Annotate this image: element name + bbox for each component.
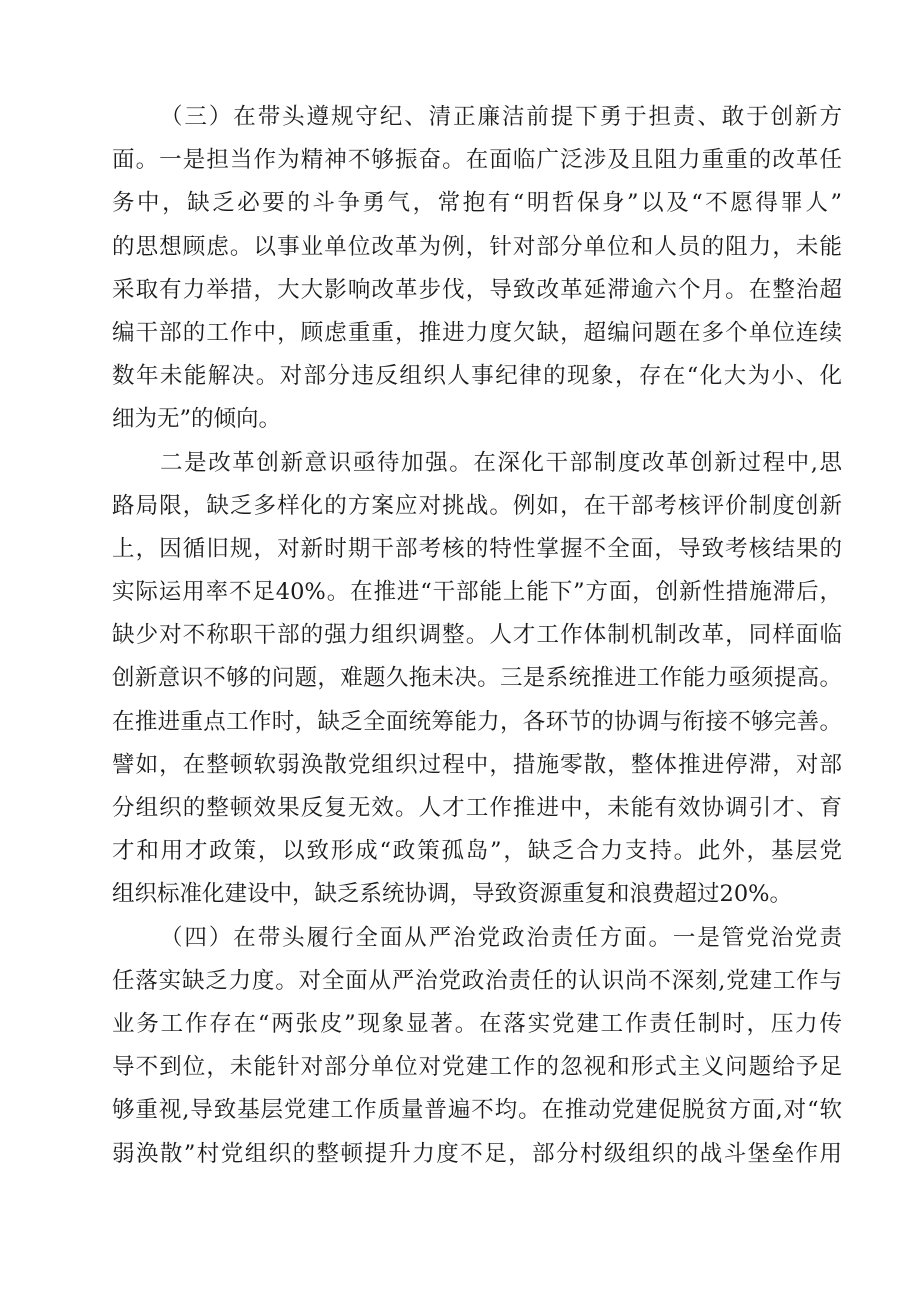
paragraph-line: 上，因循旧规，对新时期干部考核的特性掌握不全面，导致考核结果的 [112,535,842,562]
document-body [112,96,842,1176]
paragraph-line: 够重视,导致基层党建工作质量普遍不均。在推动党建促脱贫方面,对“软 [112,1097,842,1124]
paragraph-line: 路局限，缺乏多样化的方案应对挑战。例如，在干部考核评价制度创新 [112,492,842,519]
paragraph-line: 二是改革创新意识亟待加强。在深化干部制度改革创新过程中,思 [160,449,842,476]
paragraph-line: 实际运用率不足40%。在推进“干部能上能下”方面，创新性措施滞后， [112,579,842,606]
paragraph-line: 弱涣散”村党组织的整顿提升力度不足，部分村级组织的战斗堡垒作用 [112,1140,842,1167]
paragraph-line: 业务工作存在“两张皮”现象显著。在落实党建工作责任制时，压力传 [112,1010,842,1037]
paragraph-line: 分组织的整顿效果反复无效。人才工作推进中，未能有效协调引才、育 [112,795,842,821]
paragraph-line: 的思想顾虑。以事业单位改革为例，针对部分单位和人员的阻力，未能 [112,233,842,260]
paragraph-line: 组织标准化建设中，缺乏系统协调，导致资源重复和浪费超过20%。 [112,881,793,908]
paragraph-line: 面。一是担当作为精神不够振奋。在面临广泛涉及且阻力重重的改革任 [112,147,842,174]
paragraph-line: 任落实缺乏力度。对全面从严治党政治责任的认识尚不深刻,党建工作与 [112,967,842,994]
paragraph-line: 细为无”的倾向。 [112,406,282,433]
paragraph-line: 导不到位，未能针对部分单位对党建工作的忽视和形式主义问题给予足 [112,1054,842,1081]
paragraph-line: 才和用才政策，以致形成“政策孤岛”，缺乏合力支持。此外，基层党 [112,838,842,865]
paragraph-line: 编干部的工作中，顾虑重重，推进力度欠缺，超编问题在多个单位连续 [112,319,842,346]
paragraph-line: 数年未能解决。对部分违反组织人事纪律的现象，存在“化大为小、化 [112,363,842,390]
paragraph-line: 譬如，在整顿软弱涣散党组织过程中，措施零散，整体推进停滞，对部 [112,751,842,778]
paragraph-line: （四）在带头履行全面从严治党政治责任方面。一是管党治党责 [160,924,842,951]
paragraph-line: 采取有力举措，大大影响改革步伐，导致改革延滞逾六个月。在整治超 [112,276,842,303]
paragraph-line: （三）在带头遵规守纪、清正廉洁前提下勇于担责、敢于创新方 [160,104,842,130]
paragraph-line: 务中，缺乏必要的斗争勇气，常抱有“明哲保身”以及“不愿得罪人” [112,190,842,217]
paragraph-line: 创新意识不够的问题，难题久拖未决。三是系统推进工作能力亟须提高。 [112,665,842,692]
paragraph-line: 缺少对不称职干部的强力组织调整。人才工作体制机制改革，同样面临 [112,622,842,649]
paragraph-line: 在推进重点工作时，缺乏全面统筹能力，各环节的协调与衔接不够完善。 [112,708,842,735]
